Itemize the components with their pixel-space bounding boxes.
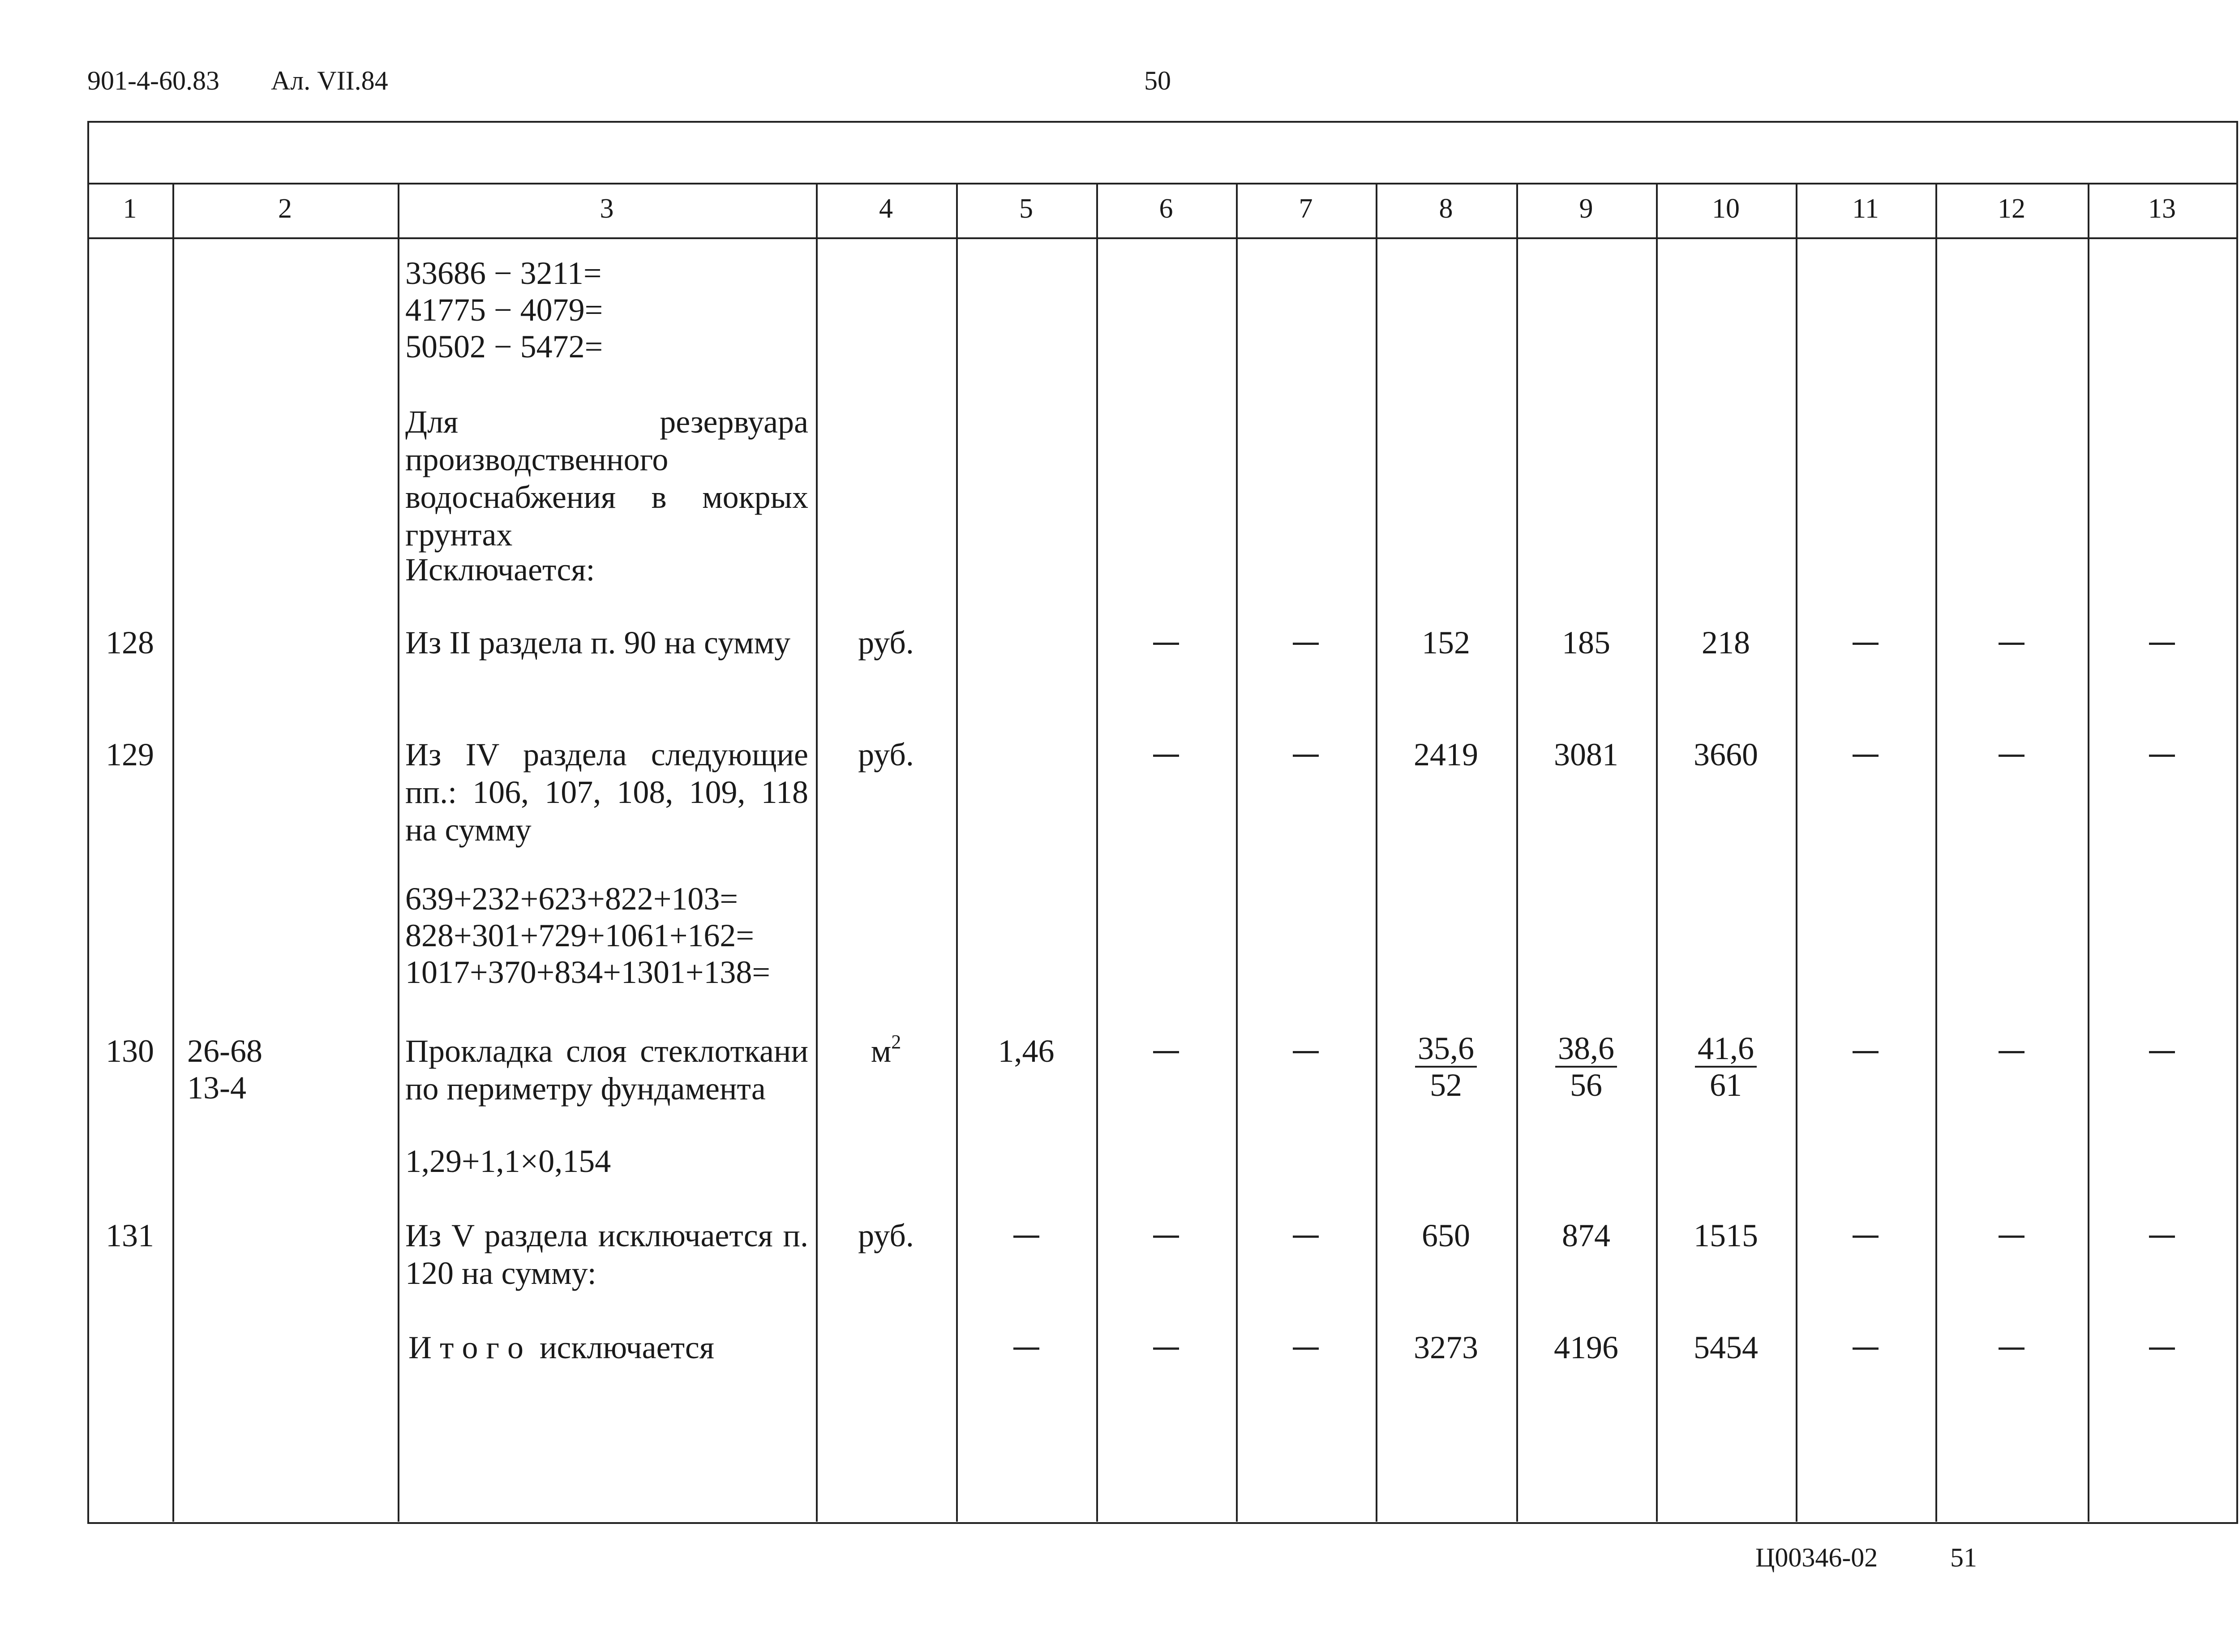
row-unit: руб.: [858, 1218, 914, 1253]
dash: [1853, 755, 1879, 757]
dash: [1153, 643, 1179, 645]
total-c8: 3273: [1414, 1330, 1478, 1365]
dash: [1853, 1236, 1879, 1238]
row-code: 13-4: [187, 1070, 246, 1106]
col-number: 5: [1019, 193, 1033, 224]
row-c8: 650: [1422, 1218, 1470, 1253]
sum-line: 1017+370+834+1301+138=: [405, 954, 771, 990]
doc-code: 901-4-60.83: [87, 66, 219, 95]
row-id: 130: [106, 1033, 154, 1069]
dash: [2149, 643, 2175, 645]
row-c8: 152: [1422, 625, 1470, 661]
intro-line: 33686 − 3211=: [405, 255, 602, 291]
dash: [1293, 1236, 1319, 1238]
col-number: 3: [600, 193, 614, 224]
col-line: [2088, 183, 2089, 1522]
row-c9: 3081: [1554, 737, 1618, 772]
row-c10: 1515: [1694, 1218, 1758, 1253]
row-c5: 1,46: [998, 1033, 1055, 1069]
col-line: [1516, 183, 1518, 1522]
fraction-c10: $\frac{41,6}{61}$: [1656, 1031, 1796, 1103]
col-number: 7: [1299, 193, 1313, 224]
dash: [1293, 643, 1319, 645]
dash: [1853, 1347, 1879, 1350]
intro-line: 41775 − 4079=: [405, 292, 603, 328]
sum-line: 639+232+623+822+103=: [405, 881, 738, 917]
row-calc: 1,29+1,1×0,154: [405, 1143, 611, 1179]
row-text: Из IV раздела следующие пп.: 106, 107, 108, 109, 118 на сумму: [405, 737, 808, 848]
col-line: [1656, 183, 1658, 1522]
dash: [1999, 1051, 2025, 1053]
row-c10: 218: [1702, 625, 1750, 661]
column-number-divider: [87, 237, 2236, 239]
dash: [1153, 1236, 1179, 1238]
footer-page: 51: [1950, 1543, 1977, 1572]
page-number: 50: [1144, 66, 1171, 95]
col-number: 13: [2148, 193, 2176, 224]
col-number: 4: [879, 193, 893, 224]
col-line: [1096, 183, 1098, 1522]
row-unit: руб.: [858, 625, 914, 661]
album-ref: Ал. VII.84: [271, 66, 388, 95]
col-line: [172, 183, 174, 1522]
col-line: [956, 183, 958, 1522]
row-unit: руб.: [858, 737, 914, 772]
dash: [1293, 1347, 1319, 1350]
section-title: Для резервуара производственного водоснабжения в мокрых грунтах: [405, 404, 808, 553]
col-number: 12: [1998, 193, 2025, 224]
total-c10: 5454: [1694, 1330, 1758, 1365]
col-number: 8: [1439, 193, 1453, 224]
dash: [2149, 1236, 2175, 1238]
row-unit: $м^2$: [871, 1031, 901, 1069]
col-number: 11: [1852, 193, 1879, 224]
row-id: 128: [106, 625, 154, 661]
col-line: [1236, 183, 1238, 1522]
col-number: 1: [123, 193, 137, 224]
sum-line: 828+301+729+1061+162=: [405, 918, 755, 953]
dash: [1999, 755, 2025, 757]
dash: [2149, 755, 2175, 757]
fraction-c8: $\frac{35,6}{52}$: [1376, 1031, 1516, 1103]
dash: [1153, 755, 1179, 757]
dash: [1293, 1051, 1319, 1053]
dash: [2149, 1347, 2175, 1350]
intro-line: 50502 − 5472=: [405, 329, 603, 365]
fraction-c9: $\frac{38,6}{56}$: [1516, 1031, 1656, 1103]
dash: [1293, 755, 1319, 757]
col-number: 2: [278, 193, 292, 224]
col-line: [398, 183, 399, 1522]
dash: [1853, 1051, 1879, 1053]
dash: [1999, 1347, 2025, 1350]
dash: [1999, 643, 2025, 645]
dash: [1153, 1347, 1179, 1350]
dash: [1999, 1236, 2025, 1238]
col-line: [816, 183, 818, 1522]
row-c9: 185: [1562, 625, 1610, 661]
row-id: 129: [106, 737, 154, 772]
row-code: 26-68: [187, 1033, 262, 1069]
row-text: Из II раздела п. 90 на сумму: [405, 625, 791, 661]
dash: [1013, 1347, 1039, 1350]
row-c8: 2419: [1414, 737, 1478, 772]
dash: [1153, 1051, 1179, 1053]
col-number: 10: [1712, 193, 1740, 224]
row-c10: 3660: [1694, 737, 1758, 772]
dash: [1013, 1236, 1039, 1238]
footer-code: Ц00346-02: [1755, 1543, 1878, 1572]
row-text: Прокладка слоя стеклоткани по периметру фундамента: [405, 1033, 808, 1107]
dash: [2149, 1051, 2175, 1053]
row-text: Из V раздела исключается п. 120 на сумму:: [405, 1218, 808, 1291]
row-c9: 874: [1562, 1218, 1610, 1253]
total-label: И т о г о исключается: [408, 1330, 714, 1365]
total-c9: 4196: [1554, 1330, 1618, 1365]
col-line: [1796, 183, 1797, 1522]
col-line: [1376, 183, 1377, 1522]
header-divider: [87, 183, 2236, 185]
col-number: 6: [1159, 193, 1173, 224]
col-line: [1935, 183, 1937, 1522]
excluded-label: Исключается:: [405, 552, 595, 588]
col-number: 9: [1579, 193, 1593, 224]
row-id: 131: [106, 1218, 154, 1253]
dash: [1853, 643, 1879, 645]
